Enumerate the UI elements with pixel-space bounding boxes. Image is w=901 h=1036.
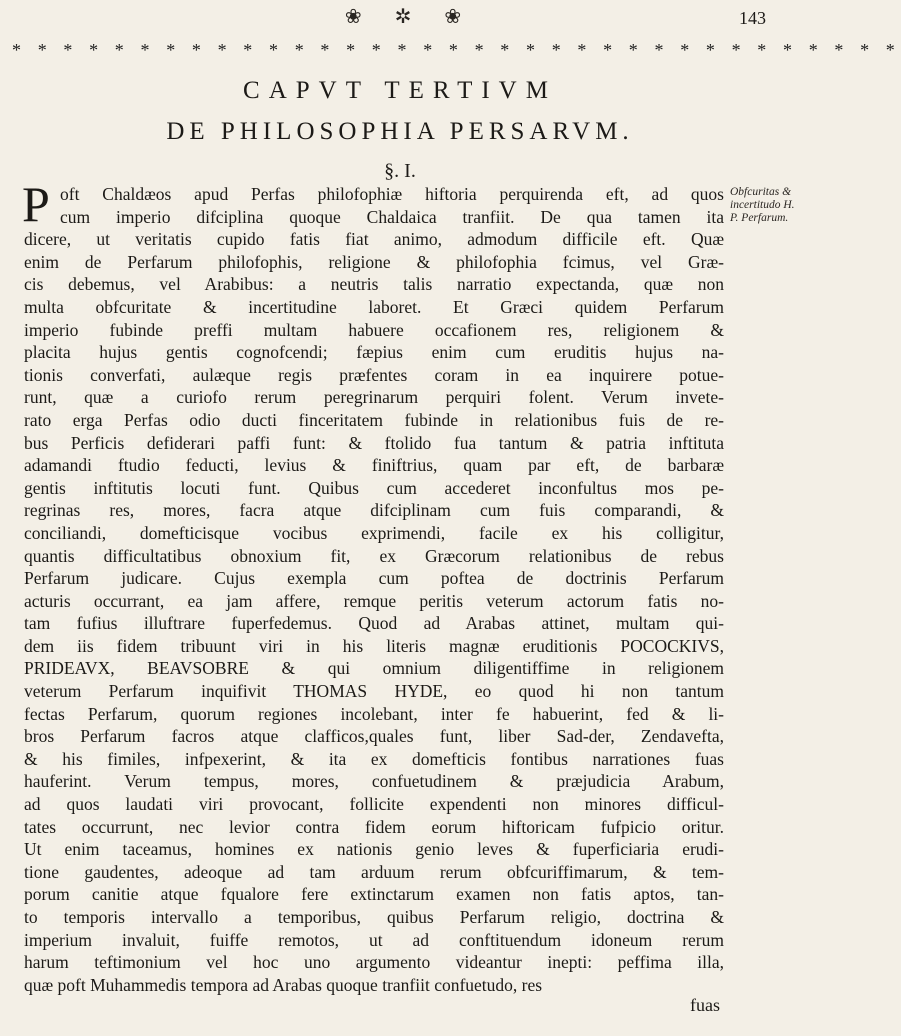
star-divider: * * * * * * * * * * * * * * * * * * * * * * * * * * * * * * * * * * * xyxy=(12,40,901,60)
text-line: regrinas res, mores, facra atque difciplinam cum fuis comparandi, & xyxy=(24,500,724,521)
margin-note-line: Obfcuritas & xyxy=(730,186,792,198)
text-line: bus Perficis defiderari paffi funt: & ftolido fua tantum & patria inftituta xyxy=(24,432,724,453)
text-line: & his fimiles, infpexerint, & ita ex domefticis fontibus narrationes fuas xyxy=(24,748,724,769)
text-line: veterum Perfarum inquifivit THOMAS HYDE, eo quod hi non tantum xyxy=(24,681,724,702)
header-ornament: ❀ ✲ ❀ xyxy=(344,6,476,28)
text-line: multa obfcuritate & incertitudine laboret. Et Græci quidem Perfarum xyxy=(24,296,724,317)
text-line: tionis converfati, aulæque regis præfentes coram in ea inquirere potue- xyxy=(24,364,724,385)
text-line: quantis difficultatibus obnoxium fit, ex Græcorum relationibus de rebus xyxy=(24,545,724,566)
margin-note xyxy=(730,186,798,225)
margin-note-line: incertitudo H. xyxy=(730,199,795,211)
text-line: imperio fubinde preffi multam habuere occafionem res, religionem & xyxy=(24,319,724,340)
chapter-title: CAPVT TERTIVM xyxy=(243,77,557,104)
drop-cap: P xyxy=(22,176,50,232)
text-line: Ut enim taceamus, homines ex nationis genio leves & fuperficiaria erudi- xyxy=(24,839,724,860)
text-line: hauferint. Verum tempus, mores, confuetudinem & præjudicia Arabum, xyxy=(24,771,724,792)
catchword: fuas xyxy=(690,995,720,1015)
text-line: ad quos laudati viri provocant, follicite expendenti non minores difficul- xyxy=(24,794,724,815)
text-line: tates occurrunt, nec levior contra fidem eorum hiftoricam fufpicio oritur. xyxy=(24,816,724,837)
text-line: rato erga Perfas odio ducti finceritatem fubinde in relationibus fuis de re- xyxy=(24,409,724,430)
text-line: bros Perfarum facros atque clafficos,quales funt, liber Sad-der, Zendavefta, xyxy=(24,726,724,747)
text-line: acturis occurrant, ea jam affere, remque peritis veterum actorum fatis no- xyxy=(24,590,724,611)
text-line: gentis inftitutis locuti funt. Quibus cum accederet inconfultus mos pe- xyxy=(24,477,724,498)
text-line: runt, quæ a curiofo rerum peregrinarum perquiri folent. Verum invete- xyxy=(24,387,724,408)
text-line: tam fufius illuftrare fuperfedemus. Quod ad Arabas attinet, multam qui- xyxy=(24,613,724,634)
text-line: enim de Perfarum philofophis, religione & philofophia fcimus, vel Græ- xyxy=(24,251,724,272)
text-line: dicere, ut veritatis cupido fatis fiat animo, admodum difficile eft. Quæ xyxy=(24,229,724,250)
text-line: tione gaudentes, adeoque ad tam arduum rerum obfcuriffimarum, & tem- xyxy=(24,861,724,882)
text-line: quæ poft Muhammedis tempora ad Arabas quoque tranfiit confuetudo, res xyxy=(24,974,543,995)
text-line: placita hujus gentis cognofcendi; fæpius enim cum eruditis hujus na- xyxy=(24,342,724,363)
text-line: porum canitie atque fqualore fere extinctarum examen non fatis aptos, tan- xyxy=(24,884,724,905)
text-line: fectas Perfarum, quorum regiones incolebant, inter fe habuerint, fed & li- xyxy=(24,703,724,724)
body-text xyxy=(22,176,724,996)
text-line: cis debemus, vel Arabibus: a neutris talis narratio expectanda, quæ non xyxy=(24,274,724,295)
section-title: DE PHILOSOPHIA PERSARVM. xyxy=(166,118,634,145)
text-line: adamandi ftudio feducti, levius & finiftrius, quam par eft, de barbaræ xyxy=(24,455,724,476)
text-line: conciliandi, domefticisque vocibus exprimendi, facile ex his colligitur, xyxy=(24,522,724,543)
text-line: oft Chaldæos apud Perfas philofophiæ hiftoria perquirenda eft, ad quos xyxy=(60,184,724,204)
page-number: 143 xyxy=(739,8,766,28)
text-line: harum teftimonium vel hoc uno argumento videantur inepti: peffima illa, xyxy=(24,952,724,973)
text-line: PRIDEAVX, BEAVSOBRE & qui omnium diligentiffime in religionem xyxy=(24,658,724,679)
text-line: to temporis intervallo a temporibus, quibus Perfarum religio, doctrina & xyxy=(24,907,724,927)
margin-note-line: P. Perfarum. xyxy=(730,212,789,224)
text-line: imperium invaluit, fuiffe remotos, ut ad conftituendum idoneum rerum xyxy=(24,929,724,950)
text-line: cum imperio difciplina quoque Chaldaica tranfiit. De qua tamen ita xyxy=(60,206,724,227)
text-line: Perfarum judicare. Cujus exempla cum poftea de doctrinis Perfarum xyxy=(24,568,724,589)
paragraph-mark: §. I. xyxy=(384,160,416,182)
text-line: dem iis fidem tribuunt viri in his literis magnæ eruditionis POCOCKIVS, xyxy=(24,635,724,656)
